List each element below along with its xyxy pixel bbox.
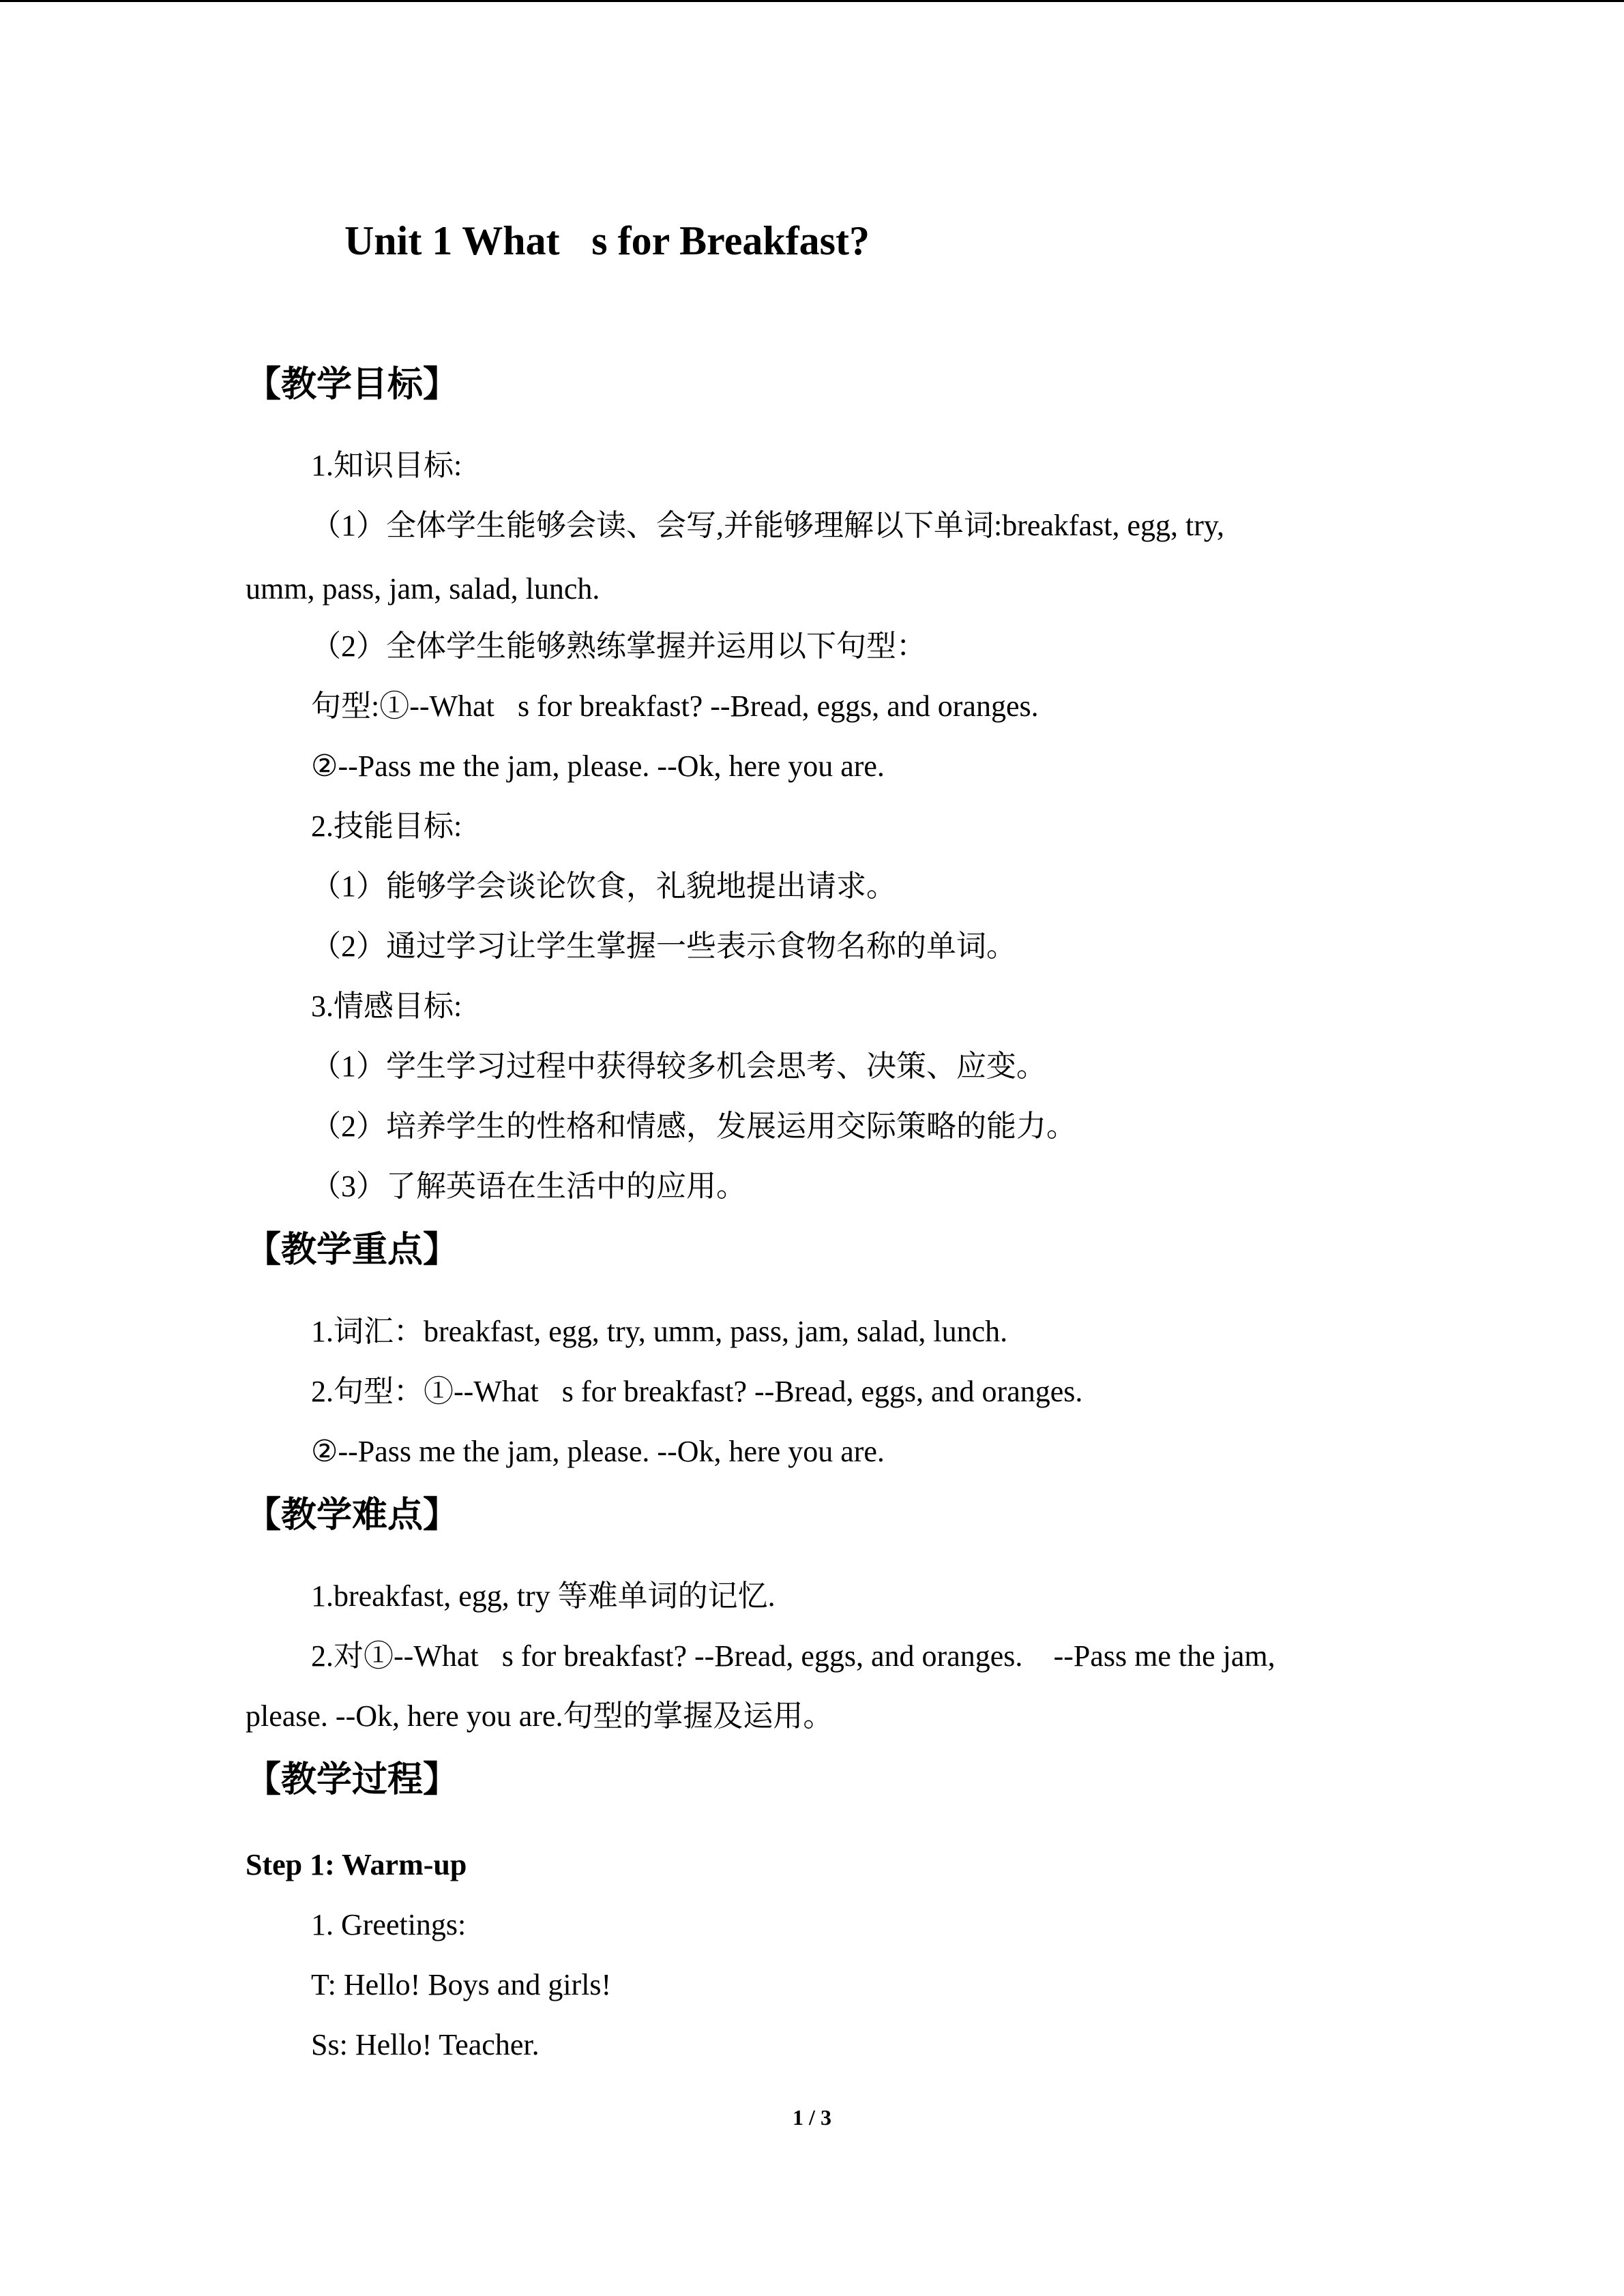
document-title: Unit 1 What s for Breakfast? <box>344 218 870 263</box>
key-point-line: 2.句型：①--What s for breakfast? --Bread, eggs, and oranges. <box>311 1375 1083 1408</box>
objective-line: （2）通过学习让学生掌握一些表示食物名称的单词。 <box>311 929 1016 963</box>
section-heading-process: 【教学过程】 <box>246 1759 459 1800</box>
objective-line: umm, pass, jam, salad, lunch. <box>246 572 600 606</box>
objective-line: 3.情感目标: <box>311 989 462 1023</box>
objective-line: （2）全体学生能够熟练掌握并运用以下句型： <box>311 629 926 663</box>
objective-line: （1）学生学习过程中获得较多机会思考、决策、应变。 <box>311 1049 1046 1083</box>
objective-line: 2.技能目标: <box>311 809 462 843</box>
objective-line: （2）培养学生的性格和情感，发展运用交际策略的能力。 <box>311 1109 1076 1143</box>
key-point-line: ②--Pass me the jam, please. --Ok, here you are. <box>311 1435 885 1468</box>
section-heading-key-points: 【教学重点】 <box>246 1229 459 1270</box>
process-line: Ss: Hello! Teacher. <box>311 2028 540 2061</box>
objective-line: 1.知识目标: <box>311 449 462 482</box>
objective-line: （3）了解英语在生活中的应用。 <box>311 1169 746 1203</box>
objective-line: （1）全体学生能够会读、会写,并能够理解以下单词:breakfast, egg, try, <box>311 509 1225 542</box>
difficulty-line: please. --Ok, here you are.句型的掌握及运用。 <box>246 1699 833 1733</box>
page-number: 1 / 3 <box>793 2105 831 2130</box>
objective-line: 句型:①--What s for breakfast? --Bread, eggs, and oranges. <box>311 689 1039 723</box>
process-line: T: Hello! Boys and girls! <box>311 1968 612 2001</box>
section-heading-difficulties: 【教学难点】 <box>246 1495 459 1536</box>
difficulty-line: 2.对①--What s for breakfast? --Bread, eggs, and oranges. ②--Pass me the jam, <box>311 1639 1275 1673</box>
process-line: 1. Greetings: <box>311 1908 467 1941</box>
objective-line: ②--Pass me the jam, please. --Ok, here you are. <box>311 749 885 783</box>
objective-line: （1）能够学会谈论饮食，礼貌地提出请求。 <box>311 869 896 903</box>
step-1-title: Step 1: Warm-up <box>246 1848 467 1881</box>
key-point-line: 1.词汇：breakfast, egg, try, umm, pass, jam, salad, lunch. <box>311 1315 1008 1348</box>
difficulty-line: 1.breakfast, egg, try 等难单词的记忆. <box>311 1579 776 1613</box>
top-border-line <box>0 0 1624 2</box>
section-heading-objectives: 【教学目标】 <box>246 364 459 405</box>
